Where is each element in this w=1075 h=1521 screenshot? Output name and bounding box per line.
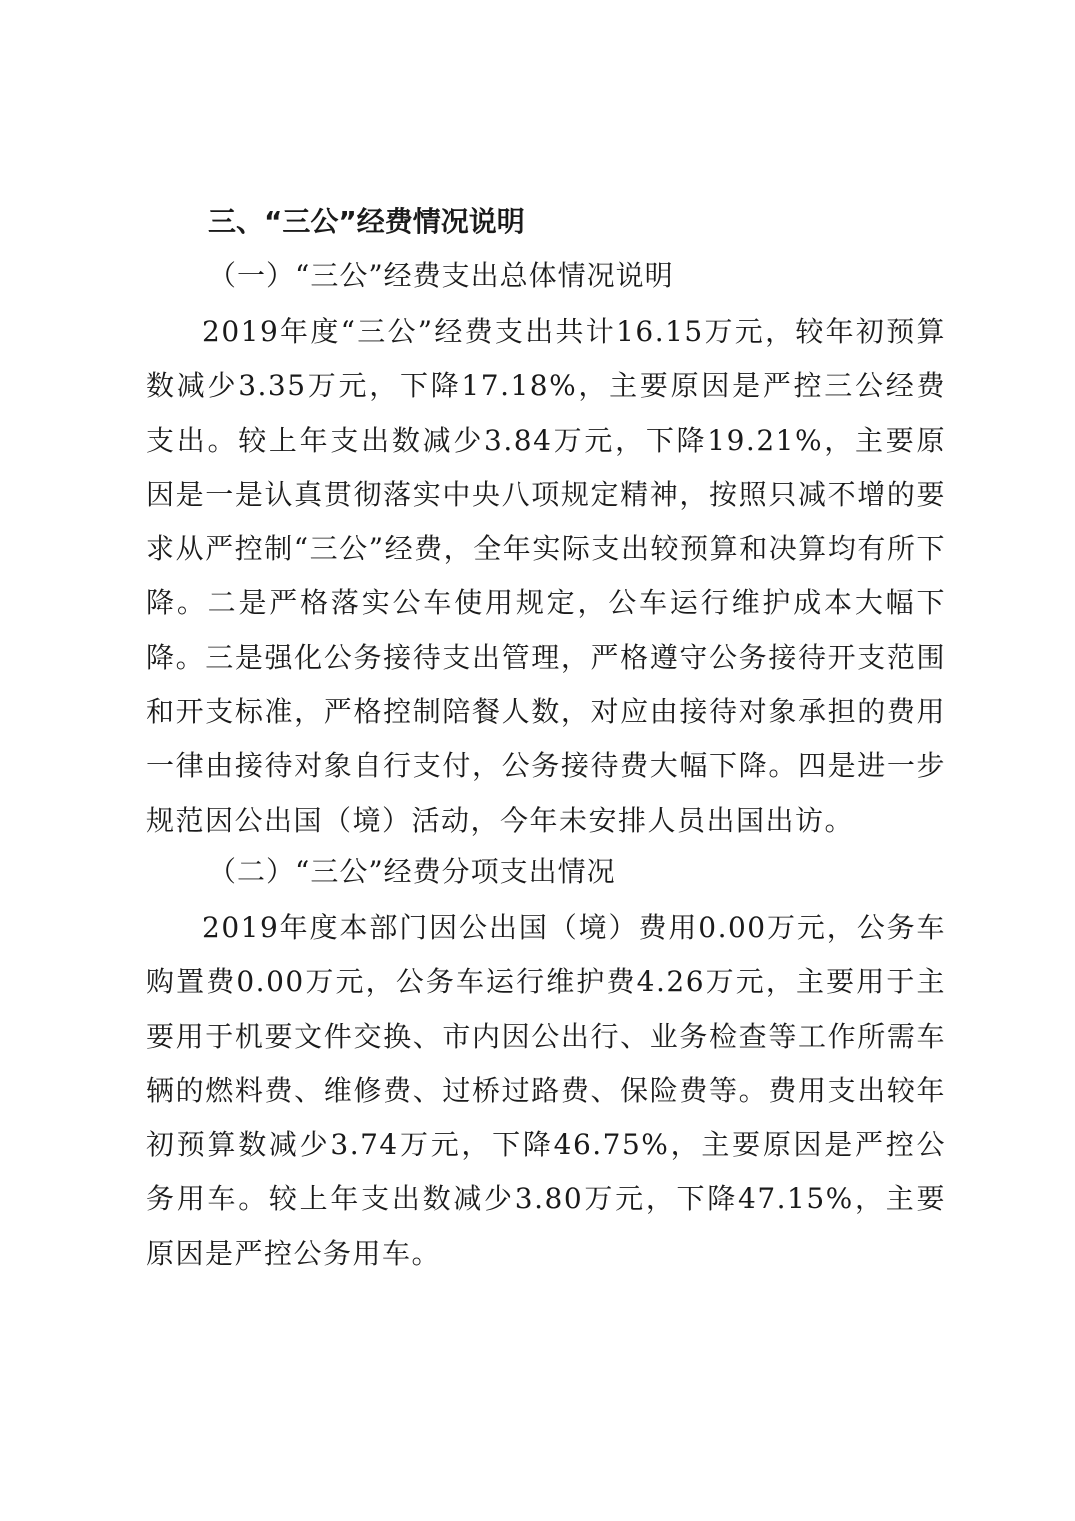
paragraph-1: 2019年度“三公”经费支出共计16.15万元，较年初预算数减少3.35万元，下降17.18%，主要原因是严控三公经费支出。较上年支出数减少3.84万元，下降19.21%，主要原因是一是认真贯彻落实中央八项规定精神，按照只减不增的要求从严控制“三公”经费，全年实际支出较预算和决算均有所下降。二是严格落实公车使用规定，公车运行维护成本大幅下降。三是强化公务接待支出管理，严格遵守公务接待开支范围和开支标准，严格控制陪餐人数，对应由接待对象承担的费用一律由接待对象自行支付，公务接待费大幅下降。四是进一步规范因公出国（境）活动，今年未安排人员出国出访。 (146, 315, 946, 837)
paragraph-2: 2019年度本部门因公出国（境）费用0.00万元，公务车购置费0.00万元，公务车运行维护费4.26万元，主要用于主要用于机要文件交换、市内因公出行、业务检查等工作所需车辆的燃料费、维修费、过桥过路费、保险费等。费用支出较年初预算数减少3.74万元，下降46.75%，主要原因是严控公务用车。较上年支出数减少3.80万元，下降47.15%，主要原因是严控公务用车。 (146, 911, 946, 1270)
subsection-2-heading: （二）“三公”经费分项支出情况 (208, 855, 616, 888)
subsection-1-heading: （一）“三公”经费支出总体情况说明 (208, 259, 674, 292)
section-heading: 三、“三公”经费情况说明 (208, 205, 525, 238)
